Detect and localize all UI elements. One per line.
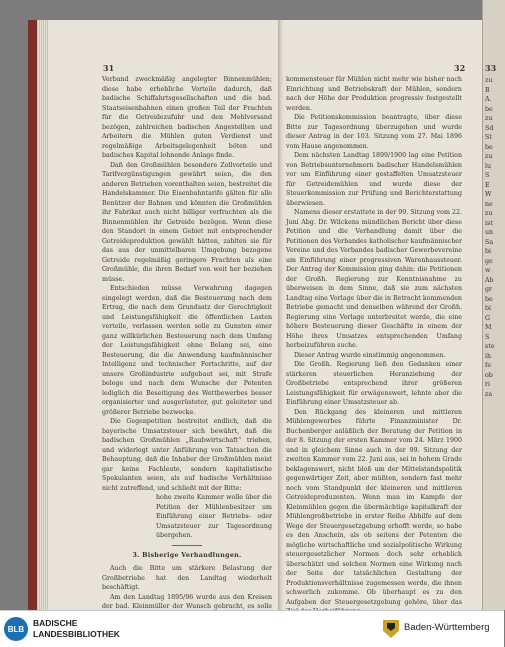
left-page-text	[102, 75, 272, 633]
next-page-line-fragment: W	[485, 191, 492, 198]
next-page-line-fragment: S	[485, 333, 490, 341]
next-page-number: 33	[485, 63, 497, 73]
left-paragraph-4: Die Gegenpetition bestreitet endlich, daß die bayerische Umsatzsteuer sich bewährt, daß die badischen Großmühlen „Raubwirtschaft“ trieben, und widerlegt unter Anführung von Tatsachen die Behauptung, daß die Inhaber der Großmühlen meist gar keine Fachleute, sondern kapitalistische Spekulanten seien, als auf badische Verhältnisse nicht zutreffend, und schließt mit der Bitte:	[102, 418, 272, 492]
next-page-line-fragment: ne	[485, 200, 493, 208]
book-scan	[28, 20, 504, 610]
right-paragraph-3: Dem nächsten Landtag 1899/1900 lag eine Petition von Betriebsunternehmern badischer Handelsmühlen vor um Einführung einer gestaffelten Umsatzsteuer für Getreidemühlen und wurde diese der Steuerkommission zur Prüfung und Berichterstattung überwiesen.	[286, 152, 462, 207]
next-page-line-fragment: Sd	[485, 124, 494, 132]
next-page-line-fragment: Sa	[485, 238, 494, 246]
left-closing-paragraph-1: Auch die Bitte um stärkere Belastung der Großbetriebe hat den Landtag wiederholt beschäftigt.	[102, 565, 272, 591]
right-paragraph-4: Namens dieser erstattete in der 99. Sitzung vom 22. Juni Abg. Dr. Wilckens mündlichen Bericht über diese Petition und die Verhandlung damit über die Petitionen des Verbandes katholischer kaufmännischer Vereine und des Verbandes badischer Gewerbevereine um Einführung einer progressiven Warenhaussteuer. Der Antrag der Kommission ging dahin: die Petitionen der Großh. Regierung zur Kenntnisnahme zu überweisen in dem Sinne, daß sie zum nächsten Landtag eine Vorlage über die in Betracht kommenden Betriebe gemacht und denselben während der Großh. Regierung eine Vorlage unterbreitet werde, die eine höhere Besteuerung dieser Geschäfte in einem der Höhe ihres Umsatzes entsprechenden Umfang herbeizuführen suche.	[286, 209, 462, 349]
blb-name-line-1: BADISCHE	[33, 618, 78, 628]
next-page-line-fragment: bi	[485, 305, 492, 312]
section-heading: 3. Bisherige Verhandlungen.	[132, 551, 242, 559]
blb-logo-icon[interactable]: BLB	[4, 617, 28, 641]
left-paragraph-1: Verband zweckmäßig angelegter Binnenmühlen; diese habe erhebliche Vorteile dadurch, daß badische Schiffahrtsgesellschaften und die bad. Staatseisenbahnen einen großen Teil der Frachten für die Getreidezufuhr und den Mehlversand bezögen, zahlreichen badischen Angestellten und Arbeitern die Mühlen guten Verdienst und regelmäßige Arbeitsgelegenheit böten und badisches Kapital lohnende Anlage finde.	[102, 76, 272, 159]
next-page-line-fragment: zu	[485, 210, 493, 217]
right-page-number: 32	[454, 63, 466, 73]
left-closing-paragraph-2: Am den Landtag 1895/96 wurde aus den Kreisen der bad. Kleinmüller der Wunsch gebracht, es solle	[102, 593, 272, 610]
left-paragraph-2: Daß den Großmühlen besondere Zollvorteile und Tarifvergünstigungen gewährt seien, die den anderen Betrieben vorenthalten seien, bestreitet die Handelskammer. Die Eisenbahntarife gälten für alle Benützer der Bahnen und könnten die Großmühlen ihr Fabrikat auch nicht billiger verfrachten als die Binnenmühlen ihr Getreide bezögen. Wenn diese den Standort in einem Gebiet mit entsprechender Getreideproduktion gewählt hätten, zahlten sie für das aus der unmittelbaren Umgebung bezogene Getreide regelmäßig geringere Frachten als eine Großmühle, die ihren Bedarf von weit her beziehen müsse.	[102, 161, 272, 283]
book-spine	[28, 20, 37, 610]
page-stack-edge	[37, 20, 49, 610]
right-paragraph-1: kommensteuer für Mühlen nicht mehr wie bisher nach Einrichtung und Betriebskraft der Mühlen, sondern nach der Höhe der Produktion progressiv festgestellt werden.	[286, 76, 462, 112]
next-page-line-fragment: A.	[485, 96, 492, 103]
baden-wuerttemberg-label[interactable]: Baden-Württemberg	[404, 622, 490, 633]
next-page-line-fragment: lu	[485, 162, 492, 170]
next-page-line-fragment: B	[485, 86, 490, 94]
next-page-line-fragment: zu	[485, 153, 493, 160]
right-paragraph-7: Den Rückgang des kleineren und mittleren Mühlengewerbes führte Finanzminister Dr. Buchenberger anläßlich der Beratung der Petition in der 8. Sitzung der ersten Kammer vom 24. März 1900 und in gleichem Sinne auch in der 99. Sitzung der zweiten Kammer vom 22. Juni aus, sei in hohem Grade beklagenswert, nicht bloß um der Mittelstandspolitik gegenwärtiger Zeit, aber müßten, sondern fast mehr noch vom Standpunkt der kleineren und mittleren Getreideproduzenten. Wenn man im Kampfe der Kleinmühlen gegen die übermächtige kapitalkraft der Mühlengroßbetriebe in erster Reihe Abhilfe auf dem Wege der Steuergesetzgebung erhofft werde, so habe es den Anschein, als ob seitens der Petenten die mögliche wirtschaftliche und sozialpolitische Wirkung steuergesetzlicher Normen doch sehr erheblich überschätzt und solchen Normen eine Wirkung nach der Seite der tatsächlichen Gestaltung der Produktionsverhältnisse zugemessen werde, die ihnen schwerlich zukomme. Ob überhaupt es zu den Aufgaben der Steuergesetzgebung gehöre, über das	[286, 408, 462, 606]
next-page-line-fragment: ri	[485, 381, 491, 388]
right-paragraph-6: Die Großh. Regierung ließ den Gedanken einer stärkeren steuerlichen Heranziehung der Großbetriebe entsprechend ihrer größeren Leistungsfähigkeit für erwägenswert, lehnte aber die Einführung einer Umsatzsteuer ab.	[286, 361, 462, 406]
blb-name-line-2: LANDESBIBLIOTHEK	[33, 629, 120, 639]
next-page-line-fragment: be	[485, 143, 493, 151]
next-page-line-fragment: St	[485, 134, 492, 141]
next-page-line-fragment: G	[485, 314, 491, 322]
next-page-line-fragment: M	[485, 324, 492, 331]
next-page-line-fragment: ge	[485, 257, 493, 265]
next-page-line-fragment: w	[485, 267, 491, 274]
next-page-line-fragment: bi	[485, 248, 492, 255]
next-page-line-fragment: ob	[485, 371, 493, 379]
next-page-line-fragment: fe	[485, 362, 492, 369]
next-page-line-fragment: zu	[485, 77, 493, 84]
left-page-number: 31	[103, 63, 115, 73]
section-divider	[172, 545, 202, 546]
footer-bar	[0, 610, 504, 647]
next-page-line-fragment: zu	[485, 115, 493, 122]
left-paragraph-3: Entschieden müsse Verwahrung dagegen eingelegt werden, daß die Besteuerung nach dem Ertrag, die nach dem Grundsatz der Gerechtigkeit und Leistungsfähigkeit die öffentlichen Lasten verteile, verlassen werden solle zu Gunsten einer ganz willkürlichen Besteuerung nach dem Umfang der Leistungsfähigkeit ohne Belang sei, eine Besteuerung, die die Anwendung kaufmännischer Intelligenz und technischer Fortschritte, auf der unsere Großindustrie aufgebaut sei, mit Strafe belege und nach dem Wunsche der Petenten lediglich die Beseitigung des Wettbewerbes besser organisierter und ausgerüsteter, gut geleiteter und größerer Betriebe bezwecke.	[102, 285, 272, 416]
next-page-line-fragment: E	[485, 181, 490, 189]
right-paragraph-5: Dieser Antrag wurde einstimmig angenommen.	[294, 351, 446, 359]
blb-logo-text[interactable]	[33, 618, 120, 640]
next-page-edge	[482, 0, 505, 610]
next-page-line-fragment: ist	[485, 219, 493, 227]
right-page-text	[286, 75, 462, 617]
next-page-line-fragment: S	[485, 172, 490, 179]
next-page-line-fragment: un	[485, 229, 494, 236]
next-page-line-fragment: ste	[485, 343, 495, 350]
right-paragraph-2: Die Petitionskommission beantragte, über diese Bitte zur Tagesordnung überzugehen und wurde dieser Antrag in der 103. Sitzung vom 27. Mai 1896 vom Hause angenommen.	[286, 114, 462, 150]
next-page-line-fragment: gr	[485, 286, 493, 293]
next-page-line-fragment: Ab	[485, 276, 494, 284]
left-request-quote: hohe zweite Kammer wolle über die Petition der Mühlenbesitzer um Einführung einer Betriebs- oder Umsatzsteuer zur Tagesordnung übergehen.	[156, 494, 272, 539]
next-page-line-fragment: be	[485, 295, 493, 303]
next-page-line-fragment: be	[485, 105, 493, 113]
next-page-line-fragment: ih	[485, 352, 492, 360]
next-page-line-fragment: za	[485, 390, 493, 398]
next-page-fragments	[485, 76, 495, 399]
